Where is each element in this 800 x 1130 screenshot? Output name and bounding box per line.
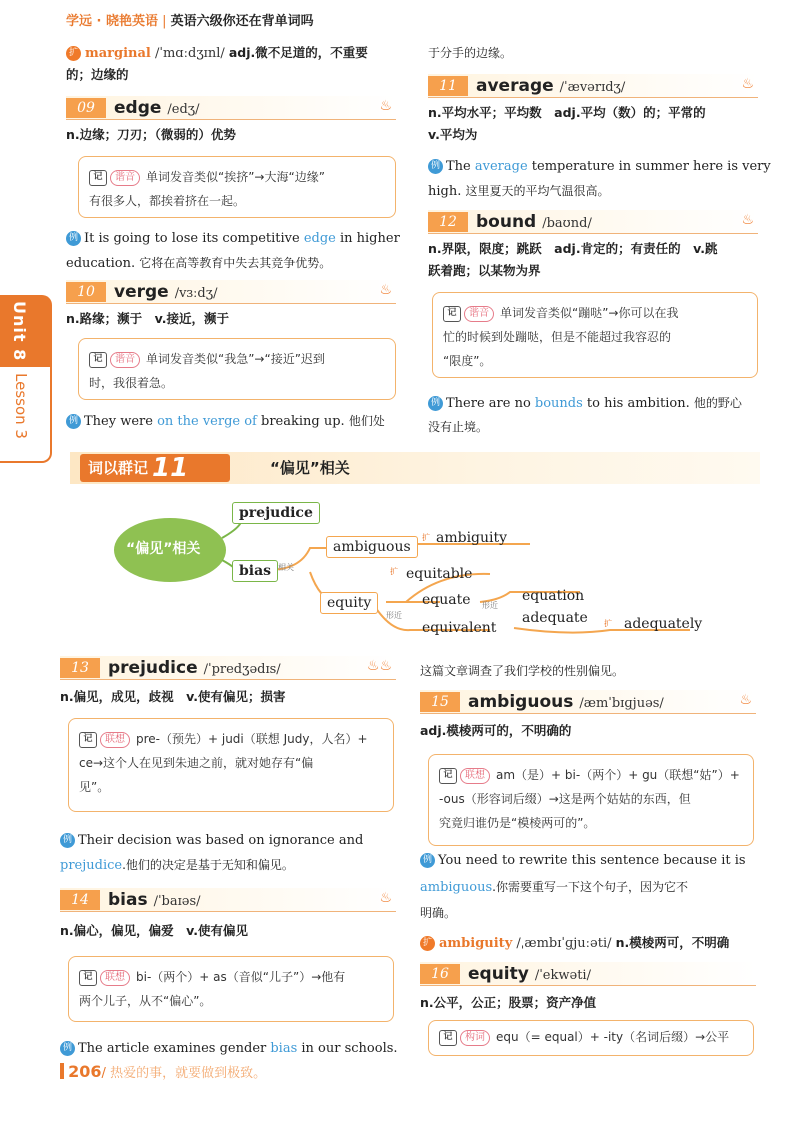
word-number: 13: [60, 658, 100, 678]
tip-text: 单词发音类似“挨挤”→大海“边缘”: [146, 170, 325, 184]
memory-icon: 记: [439, 1030, 457, 1046]
group-tag: [80, 454, 230, 482]
word-equity: equity: [468, 964, 529, 984]
mindmap-ambiguity: ambiguity: [436, 530, 508, 546]
left-column-bottom: [60, 656, 410, 1056]
example-prejudice: [60, 832, 363, 850]
tip-text: 究竟归谁仍是“模棱两可的”。: [439, 816, 596, 830]
example-text: The article examines gender: [78, 1041, 271, 1056]
right-column-bottom: [420, 660, 770, 1060]
marginal-def-2: 的；边缘的: [66, 67, 129, 82]
flame-icon: ♨: [379, 282, 392, 298]
brand: 学远 · 晓艳英语: [66, 14, 158, 29]
example-highlight: prejudice: [60, 858, 123, 873]
example-bound: [428, 394, 742, 413]
tip-text: bi-（两个）+ as（音似“儿子”）→他有: [136, 970, 346, 984]
mindmap-ambiguous: ambiguous: [326, 536, 418, 558]
memory-icon: 记: [79, 732, 97, 748]
ipa-bound: /baʊnd/: [542, 216, 592, 231]
example-text: It is going to lose its competitive: [84, 231, 304, 246]
example-text: high.: [428, 184, 462, 199]
right-column-top: [428, 40, 771, 440]
example-bias: [60, 1040, 398, 1058]
example-icon: 例: [66, 414, 81, 429]
mindmap-bias: bias: [232, 560, 278, 582]
lesson-label: Lesson 3: [12, 373, 30, 439]
mindmap-prejudice: prejudice: [232, 502, 320, 524]
example-text: to his ambition.: [582, 396, 690, 411]
ipa-ambiguous: /æmˈbɪɡjuəs/: [579, 696, 664, 711]
tip-box-verge: [78, 338, 396, 400]
word-header-bound: [428, 210, 758, 234]
example-highlight: average: [474, 159, 528, 174]
def-bias: n.偏心，偏见，偏爱 v.使有偏见: [60, 923, 249, 938]
example-icon: 例: [428, 159, 443, 174]
example-text: temperature in summer here is very: [527, 159, 771, 174]
footer-slogan: 热爱的事，就要做到极致。: [110, 1066, 267, 1081]
example-highlight: edge: [303, 231, 336, 246]
unit-label: Unit 8: [10, 301, 29, 362]
ipa-average: /ˈævərɪdʒ/: [559, 80, 626, 95]
ipa-edge: /edʒ/: [167, 102, 200, 117]
marginal-entry: [66, 44, 368, 63]
extend-icon: 扩: [420, 936, 435, 951]
def-ambiguous: adj.模棱两可的，不明确的: [420, 723, 572, 738]
tip-tag: 谐音: [110, 352, 140, 368]
example-translation: 明确。: [420, 906, 457, 920]
tip-text: am（是）+ bi-（两个）+ gu（联想“姑”）+: [496, 768, 740, 782]
example-average: [428, 158, 771, 176]
tip-text: equ（= equal）+ -ity（名词后缀）→公平: [496, 1030, 730, 1044]
word-number: 14: [60, 890, 100, 910]
tip-tag: 联想: [100, 970, 130, 986]
example-highlight: ambiguous: [420, 880, 493, 895]
tip-text: pre-（预先）+ judi（联想 Judy，人名）+: [136, 732, 368, 746]
mindmap-ext-icon: 扩: [422, 533, 430, 542]
ipa-bias: /ˈbaɪəs/: [153, 894, 201, 909]
mindmap-ext-icon: 扩: [390, 567, 398, 576]
tip-text: 忙的时候到处蹦哒，但是不能超过我容忍的: [443, 330, 672, 344]
mindmap-adequate: adequate: [522, 610, 588, 626]
tip-box-bias: [68, 956, 394, 1022]
tip-text: 有很多人，都挨着挤在一起。: [89, 194, 246, 208]
ipa-verge: /vɜːdʒ/: [174, 286, 218, 301]
example-text: in higher: [335, 231, 400, 246]
tip-text: -ous（形容词后缀）→这是两个姑姑的东西，但: [439, 792, 691, 806]
page-footer: 206/ 热爱的事，就要做到极致。: [60, 1062, 266, 1081]
word-header-prejudice: [60, 656, 396, 680]
marginal-word: marginal: [85, 46, 151, 61]
mindmap-equity: equity: [320, 592, 378, 614]
flame-icon: ♨: [741, 212, 754, 228]
example-verge: [66, 412, 385, 431]
flame-icon: ♨♨: [366, 658, 392, 674]
example-text: There are no: [446, 396, 535, 411]
extend-icon: 扩: [66, 46, 81, 61]
memory-icon: 记: [443, 306, 461, 322]
mind-map: [110, 492, 710, 652]
word-bias: bias: [108, 890, 148, 910]
group-title: “偏见”相关: [270, 459, 350, 477]
mindmap-equate: equate: [422, 592, 471, 608]
memory-icon: 记: [89, 352, 107, 368]
word-number: 09: [66, 98, 106, 118]
def-average-2: v.平均为: [428, 127, 478, 142]
tip-tag: 构词: [460, 1030, 490, 1046]
example-text: They were: [84, 414, 158, 429]
left-column-top: [66, 40, 406, 440]
example-edge: [66, 230, 400, 248]
def-edge: n.边缘；刀刃；（微弱的）优势: [66, 127, 236, 142]
tip-text: “限度”。: [443, 354, 492, 368]
example-text: breaking up.: [256, 414, 345, 429]
memory-icon: 记: [79, 970, 97, 986]
marginal-def: adj.微不足道的，不重要: [228, 45, 368, 60]
memory-icon: 记: [439, 768, 457, 784]
page-number: 206: [68, 1062, 102, 1081]
tip-text: ce→这个人在见到朱迪之前，就对她存有“偏: [79, 756, 314, 770]
word-number: 15: [420, 692, 460, 712]
tip-box-ambiguous: [428, 754, 754, 846]
flame-icon: ♨: [739, 692, 752, 708]
extension-ambiguity: [420, 934, 729, 953]
group-number: 11: [152, 453, 189, 483]
example-text: The: [446, 159, 475, 174]
word-edge: edge: [114, 98, 162, 118]
example-ambiguous: [420, 852, 746, 870]
mindmap-adequately: adequately: [624, 616, 703, 632]
tip-box-prejudice: [68, 718, 394, 812]
example-translation: .他们的决定是基于无知和偏见。: [122, 858, 294, 872]
example-text: You need to rewrite this sentence because it is: [438, 853, 746, 868]
mindmap-center: “偏见”相关: [126, 541, 201, 557]
unit-side-tab: [0, 295, 52, 463]
tip-tag: 谐音: [110, 170, 140, 186]
book-title: 英语六级你还在背单词吗: [170, 14, 314, 29]
word-bound: bound: [476, 212, 537, 232]
example-text: in our schools.: [297, 1041, 398, 1056]
example-translation: 他们处: [348, 414, 385, 428]
mindmap-ext-icon: 扩: [604, 619, 612, 628]
tip-text: 两个儿子，从不“偏心”。: [79, 994, 212, 1008]
word-group-banner: [70, 452, 760, 484]
word-header-bias: [60, 888, 396, 912]
def-bound: n.界限，限度；跳跃 adj.肯定的；有责任的 v.跳: [428, 241, 718, 256]
tip-text: 单词发音类似“我急”→“接近”迟到: [146, 352, 325, 366]
word-average: average: [476, 76, 554, 96]
tip-tag: 谐音: [464, 306, 494, 322]
word-number: 11: [428, 76, 468, 96]
flame-icon: ♨: [379, 890, 392, 906]
tip-tag: 联想: [460, 768, 490, 784]
def-equity: n.公平，公正；股票；资产净值: [420, 995, 597, 1010]
word-header-ambiguous: [420, 690, 756, 714]
word-header-average: [428, 74, 758, 98]
example-translation: .你需要重写一下这个句子，因为它不: [492, 880, 688, 894]
example-text: Their decision was based on ignorance and: [78, 833, 364, 848]
tip-box-bound: [432, 292, 758, 378]
ipa-prejudice: /ˈpredʒədɪs/: [203, 662, 281, 677]
flame-icon: ♨: [379, 98, 392, 114]
example-translation: 没有止境。: [428, 420, 489, 434]
example-highlight: on the verge of: [157, 414, 257, 429]
mindmap-link-related: 相关: [278, 563, 294, 572]
page-header: 学远 · 晓艳英语 | 英语六级你还在背单词吗: [66, 14, 314, 29]
word-header-verge: [66, 280, 396, 304]
example-translation: 这篇文章调查了我们学校的性别偏见。: [420, 664, 625, 678]
example-icon: 例: [420, 853, 435, 868]
extension-ipa: /ˌæmbɪˈɡjuːəti/: [516, 936, 612, 951]
example-translation: 于分手的边缘。: [428, 46, 513, 60]
def-verge: n.路缘；濒于 v.接近，濒于: [66, 311, 230, 326]
word-number: 10: [66, 282, 106, 302]
mindmap-link-similar: 形近: [482, 601, 498, 610]
word-number: 16: [420, 964, 460, 984]
tip-tag: 联想: [100, 732, 130, 748]
mindmap-equitable: equitable: [406, 566, 473, 582]
example-icon: 例: [66, 231, 81, 246]
extension-def: n.模棱两可，不明确: [615, 935, 730, 950]
def-average: n.平均水平；平均数 adj.平均（数）的；平常的: [428, 105, 706, 120]
tip-text: 单词发音类似“蹦哒”→你可以在我: [500, 306, 679, 320]
tip-text: 时，我很着急。: [89, 376, 174, 390]
word-ambiguous: ambiguous: [468, 692, 574, 712]
def-prejudice: n.偏见，成见，歧视 v.使有偏见；损害: [60, 689, 286, 704]
mindmap-link-similar: 形近: [386, 611, 402, 620]
tip-text: 见”。: [79, 780, 110, 794]
example-text: education.: [66, 256, 136, 271]
def-bound-2: 跃着跑；以某物为界: [428, 263, 541, 278]
example-icon: 例: [428, 396, 443, 411]
word-verge: verge: [114, 282, 169, 302]
tip-box-equity: [428, 1020, 754, 1056]
example-translation: 它将在高等教育中失去其竞争优势。: [139, 256, 332, 270]
example-icon: 例: [60, 1041, 75, 1056]
example-highlight: bounds: [534, 396, 583, 411]
marginal-ipa: /ˈmɑːdʒɪnl/: [155, 46, 225, 61]
example-icon: 例: [60, 833, 75, 848]
word-header-edge: [66, 96, 396, 120]
word-prejudice: prejudice: [108, 658, 198, 678]
mindmap-equation: equation: [522, 588, 585, 604]
memory-icon: 记: [89, 170, 107, 186]
word-number: 12: [428, 212, 468, 232]
tip-box-edge: [78, 156, 396, 218]
mindmap-equivalent: equivalent: [422, 620, 497, 636]
ipa-equity: /ˈekwəti/: [534, 968, 591, 983]
example-translation: 这里夏天的平均气温很高。: [465, 184, 610, 198]
example-translation: 他的野心: [693, 396, 742, 410]
word-header-equity: [420, 962, 756, 986]
group-label: 词以群记: [88, 459, 149, 477]
flame-icon: ♨: [741, 76, 754, 92]
extension-word: ambiguity: [439, 936, 513, 951]
example-highlight: bias: [270, 1041, 298, 1056]
